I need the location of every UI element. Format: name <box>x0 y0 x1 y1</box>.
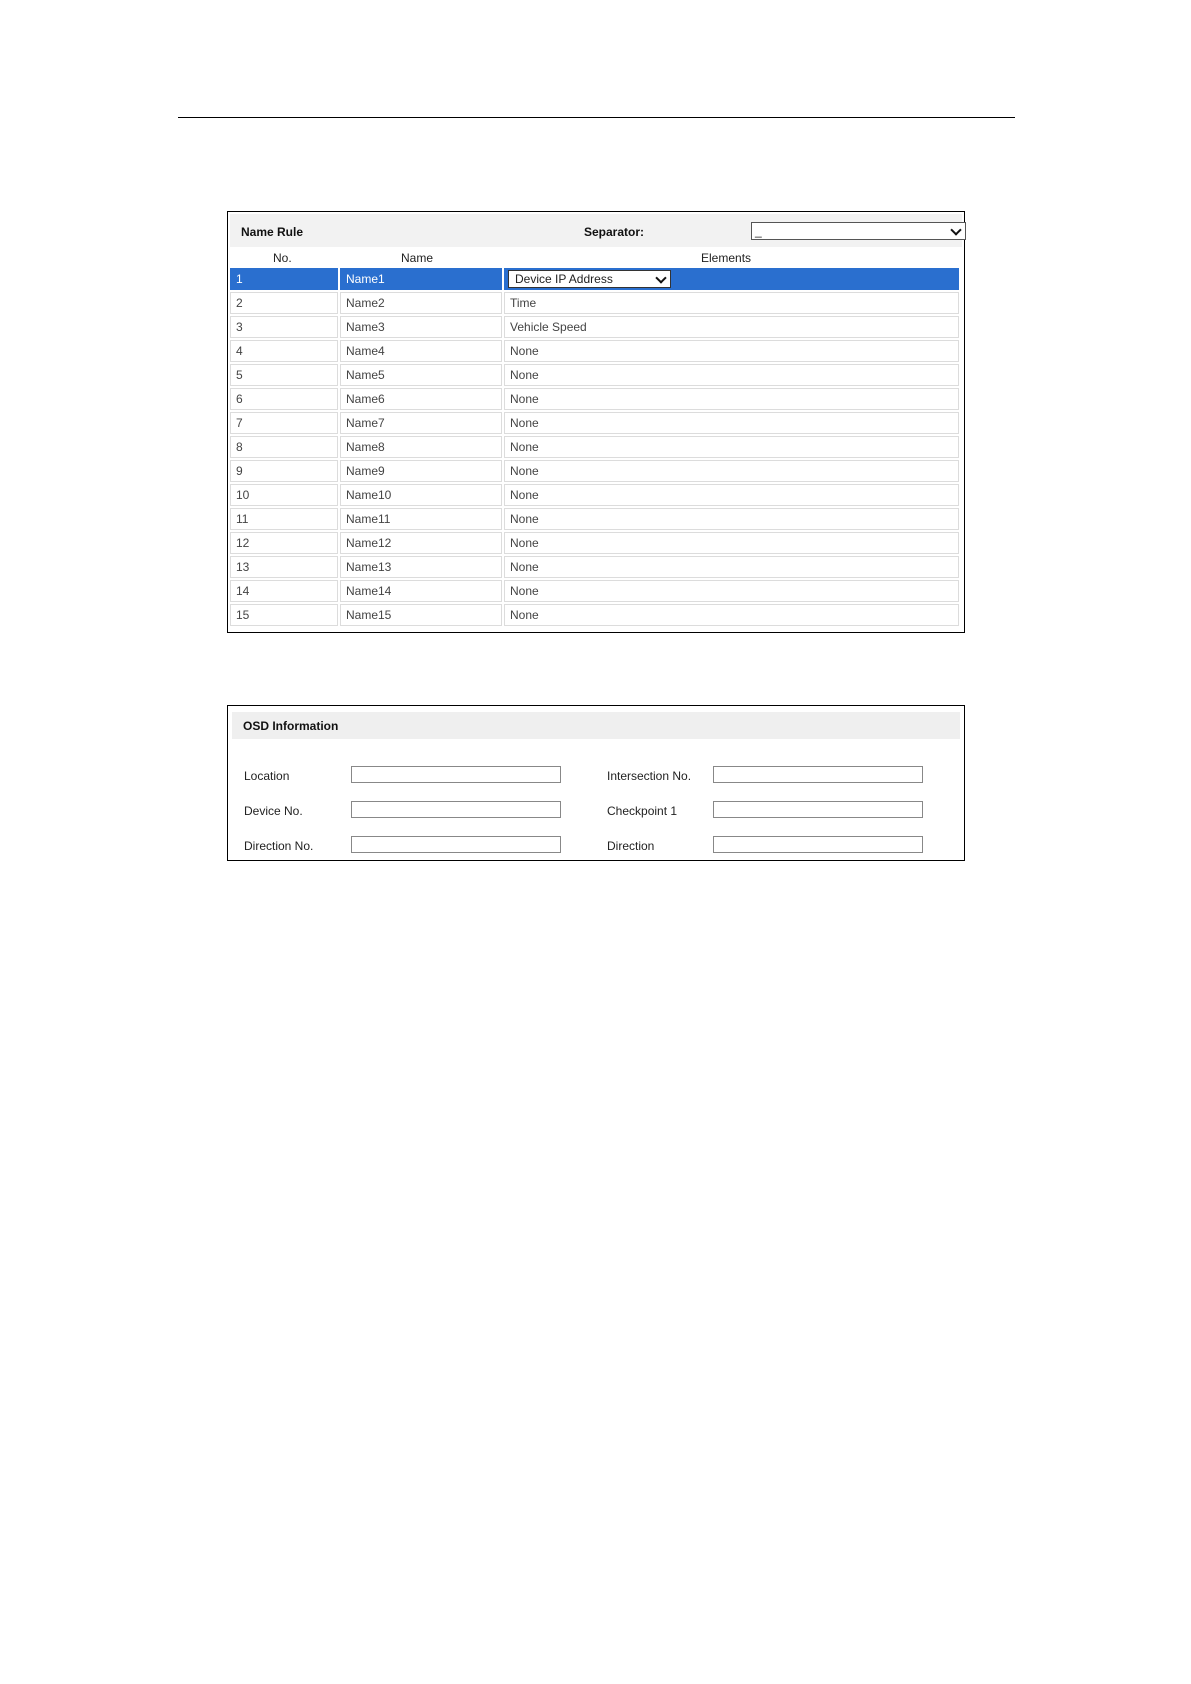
row-element-cell[interactable]: None <box>504 484 959 506</box>
row-number-cell: 7 <box>230 412 338 434</box>
row-name-cell[interactable]: Name5 <box>340 364 502 386</box>
separator-select[interactable] <box>751 222 966 240</box>
row-number-cell: 13 <box>230 556 338 578</box>
osd-header <box>232 712 960 739</box>
direction-input[interactable] <box>713 836 923 853</box>
table-row[interactable] <box>230 531 959 555</box>
column-header-elements: Elements <box>701 251 752 265</box>
table-row[interactable] <box>230 267 959 291</box>
row-element-cell[interactable]: None <box>504 364 959 386</box>
row-element-cell[interactable]: None <box>504 532 959 554</box>
column-headers <box>230 247 963 267</box>
row-name-cell[interactable]: Name7 <box>340 412 502 434</box>
table-row[interactable] <box>230 603 959 627</box>
direction-no-input[interactable] <box>351 836 561 853</box>
row-element-cell[interactable]: None <box>504 436 959 458</box>
row-element-cell[interactable]: None <box>504 412 959 434</box>
row-element-cell[interactable]: None <box>504 388 959 410</box>
row-number-cell: 12 <box>230 532 338 554</box>
device-no-label: Device No. <box>244 804 303 818</box>
table-row[interactable] <box>230 579 959 603</box>
row-name-cell[interactable]: Name4 <box>340 340 502 362</box>
row-element-cell[interactable] <box>504 268 959 290</box>
row-element-cell[interactable]: None <box>504 604 959 626</box>
direction-no-label: Direction No. <box>244 839 314 853</box>
table-row[interactable] <box>230 435 959 459</box>
device-no-input[interactable] <box>351 801 561 818</box>
name-rule-title: Name Rule <box>241 225 304 239</box>
name-rule-rows <box>230 267 959 627</box>
row-name-cell[interactable]: Name3 <box>340 316 502 338</box>
intersection-no-label: Intersection No. <box>607 769 692 783</box>
row-number-cell: 15 <box>230 604 338 626</box>
row-number-cell: 9 <box>230 460 338 482</box>
intersection-no-input[interactable] <box>713 766 923 783</box>
element-select[interactable] <box>508 270 671 288</box>
row-element-cell[interactable]: Time <box>504 292 959 314</box>
row-name-cell[interactable]: Name14 <box>340 580 502 602</box>
table-row[interactable] <box>230 291 959 315</box>
row-number-cell: 6 <box>230 388 338 410</box>
row-number-cell: 4 <box>230 340 338 362</box>
table-row[interactable] <box>230 507 959 531</box>
row-name-cell[interactable]: Name8 <box>340 436 502 458</box>
row-number-cell: 10 <box>230 484 338 506</box>
row-number-cell: 3 <box>230 316 338 338</box>
row-name-cell[interactable]: Name15 <box>340 604 502 626</box>
row-number-cell: 2 <box>230 292 338 314</box>
table-row[interactable] <box>230 315 959 339</box>
chevron-down-icon <box>950 224 961 235</box>
row-number-cell: 11 <box>230 508 338 530</box>
element-select-value: Device IP Address <box>515 272 613 286</box>
row-name-cell[interactable]: Name9 <box>340 460 502 482</box>
column-header-name: Name <box>401 251 434 265</box>
header-rule <box>178 117 1015 118</box>
row-number-cell: 14 <box>230 580 338 602</box>
row-element-cell[interactable]: Vehicle Speed <box>504 316 959 338</box>
row-number-cell: 1 <box>230 268 338 290</box>
table-row[interactable] <box>230 555 959 579</box>
row-element-cell[interactable]: None <box>504 556 959 578</box>
row-name-cell[interactable]: Name13 <box>340 556 502 578</box>
direction-label: Direction <box>607 839 655 853</box>
table-row[interactable] <box>230 459 959 483</box>
table-row[interactable] <box>230 339 959 363</box>
row-element-cell[interactable]: None <box>504 340 959 362</box>
row-number-cell: 5 <box>230 364 338 386</box>
row-name-cell[interactable]: Name12 <box>340 532 502 554</box>
osd-information-panel <box>227 705 965 861</box>
row-element-cell[interactable]: None <box>504 508 959 530</box>
table-row[interactable] <box>230 363 959 387</box>
checkpoint-input[interactable] <box>713 801 923 818</box>
row-name-cell[interactable]: Name6 <box>340 388 502 410</box>
column-header-no: No. <box>273 251 292 265</box>
table-row[interactable] <box>230 387 959 411</box>
chevron-down-icon <box>655 272 666 283</box>
checkpoint-label: Checkpoint 1 <box>607 804 678 818</box>
row-number-cell: 8 <box>230 436 338 458</box>
name-rule-header <box>230 214 962 247</box>
row-name-cell[interactable]: Name11 <box>340 508 502 530</box>
separator-label: Separator: <box>584 225 645 239</box>
row-name-cell[interactable]: Name1 <box>340 268 502 290</box>
name-rule-panel <box>227 211 965 633</box>
row-element-cell[interactable]: None <box>504 580 959 602</box>
table-row[interactable] <box>230 483 959 507</box>
row-element-cell[interactable]: None <box>504 460 959 482</box>
osd-title: OSD Information <box>243 719 339 733</box>
row-name-cell[interactable]: Name2 <box>340 292 502 314</box>
table-row[interactable] <box>230 411 959 435</box>
location-label: Location <box>244 769 290 783</box>
row-name-cell[interactable]: Name10 <box>340 484 502 506</box>
separator-value: _ <box>755 224 762 238</box>
location-input[interactable] <box>351 766 561 783</box>
